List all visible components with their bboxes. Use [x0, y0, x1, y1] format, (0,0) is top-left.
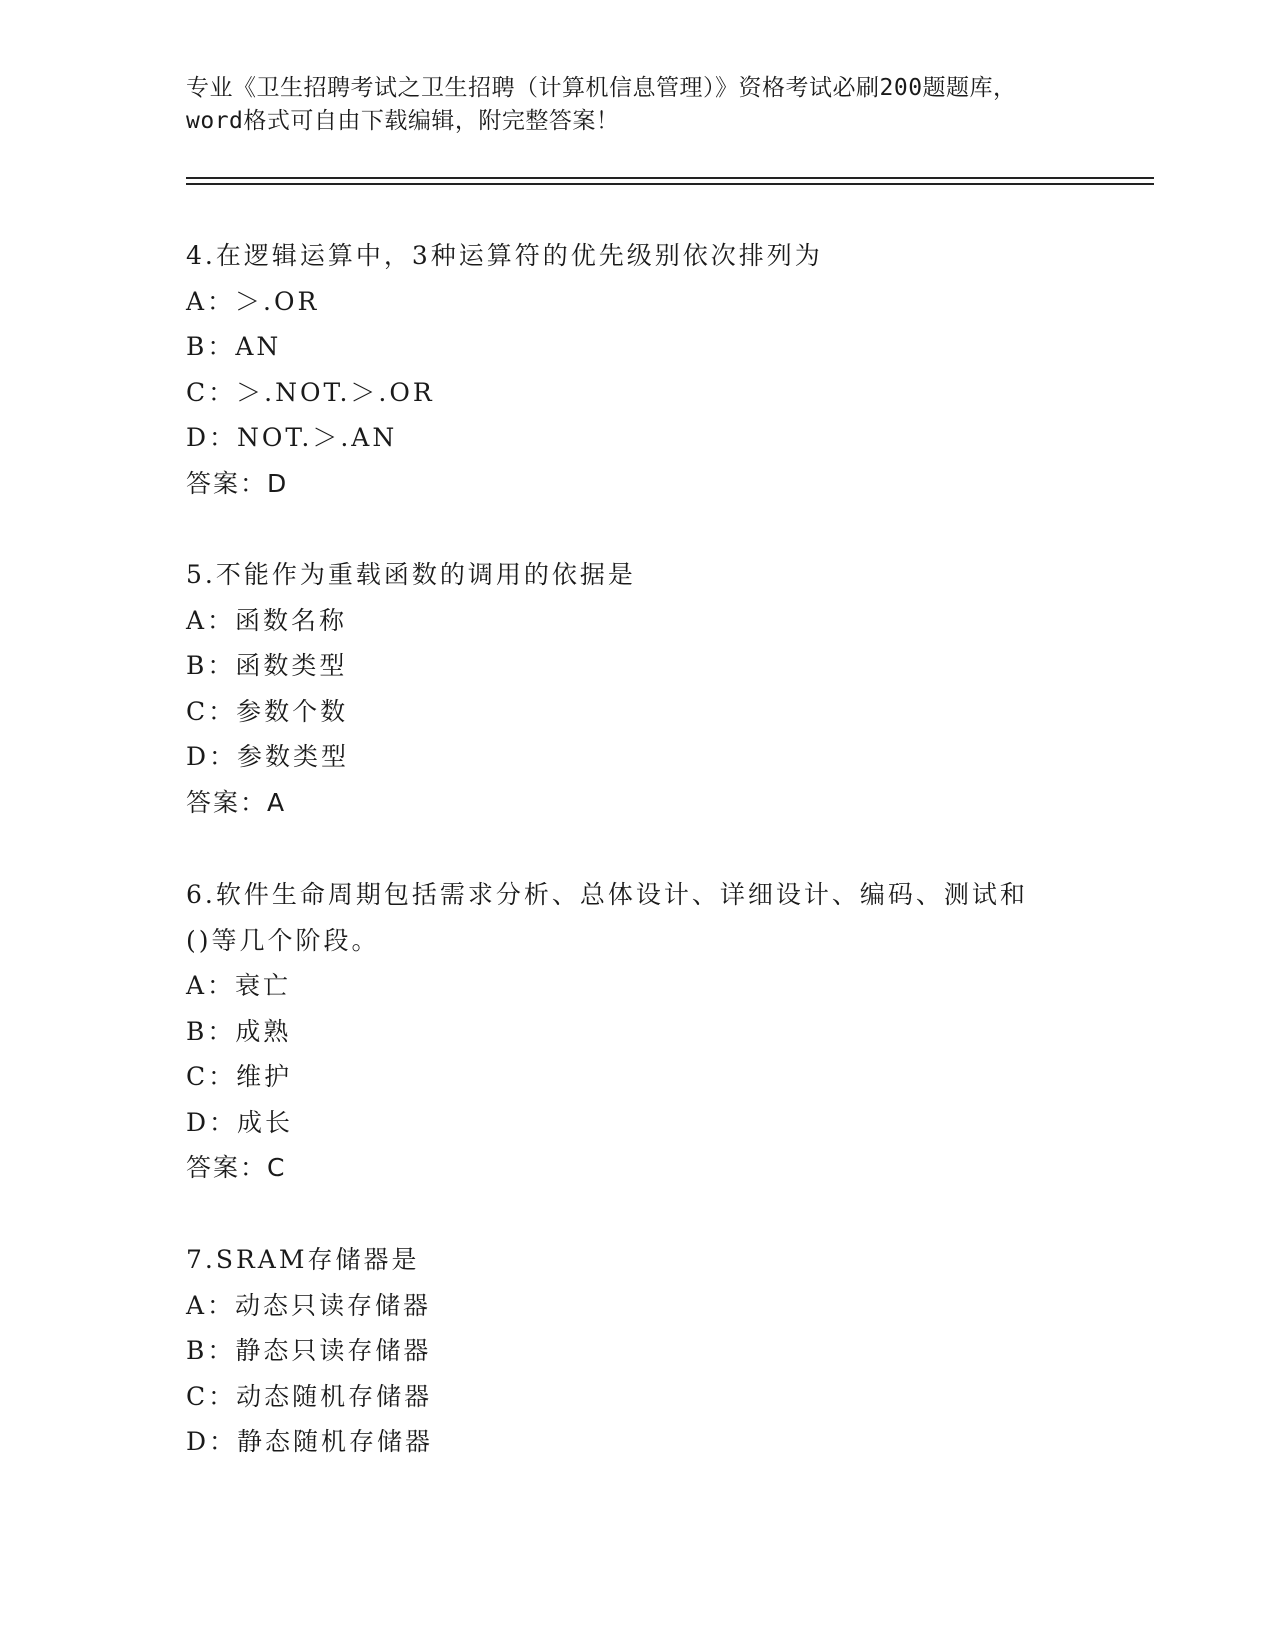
header-line-1: 专业《卫生招聘考试之卫生招聘（计算机信息管理）》资格考试必刷200题题库， — [186, 75, 1017, 101]
question-6 — [186, 872, 1028, 1191]
option-c: C：维护 — [186, 1062, 293, 1091]
answer: 答案：C — [186, 1153, 287, 1182]
option-c: C：＞.NOT.＞.OR — [186, 377, 435, 407]
option-b: B：静态只读存储器 — [186, 1336, 432, 1365]
question-stem-line-2: ()等几个阶段。 — [186, 925, 380, 955]
document-header — [186, 72, 1086, 138]
answer: 答案：A — [186, 787, 287, 817]
option-d: D：成长 — [186, 1107, 294, 1137]
option-a: A：＞.OR — [186, 286, 320, 316]
question-stem-line-1: 6.软件生命周期包括需求分析、总体设计、详细设计、编码、测试和 — [186, 880, 1028, 909]
option-b: B：函数类型 — [186, 651, 348, 680]
question-stem: 5.不能作为重载函数的调用的依据是 — [186, 560, 636, 589]
question-7 — [186, 1237, 433, 1465]
answer: 答案：D — [186, 468, 289, 498]
option-b: B：AN — [186, 332, 282, 361]
option-a: A：函数名称 — [186, 605, 348, 635]
header-rule-top — [186, 177, 1154, 179]
option-b: B：成熟 — [186, 1016, 292, 1046]
question-stem: 4.在逻辑运算中，3种运算符的优先级别依次排列为 — [186, 241, 823, 270]
question-stem: 7.SRAM存储器是 — [186, 1245, 420, 1274]
header-rule-bottom — [186, 183, 1154, 185]
option-d: D：NOT.＞.AN — [186, 423, 398, 452]
option-c: C：参数个数 — [186, 696, 349, 726]
question-5 — [186, 552, 636, 825]
option-a: A：衰亡 — [186, 971, 292, 1000]
option-d: D：参数类型 — [186, 742, 350, 771]
option-c: C：动态随机存储器 — [186, 1381, 433, 1411]
question-4 — [186, 233, 823, 506]
header-line-2: word格式可自由下载编辑，附完整答案！ — [186, 108, 620, 134]
option-a: A：动态只读存储器 — [186, 1290, 432, 1320]
option-d: D：静态随机存储器 — [186, 1427, 434, 1456]
